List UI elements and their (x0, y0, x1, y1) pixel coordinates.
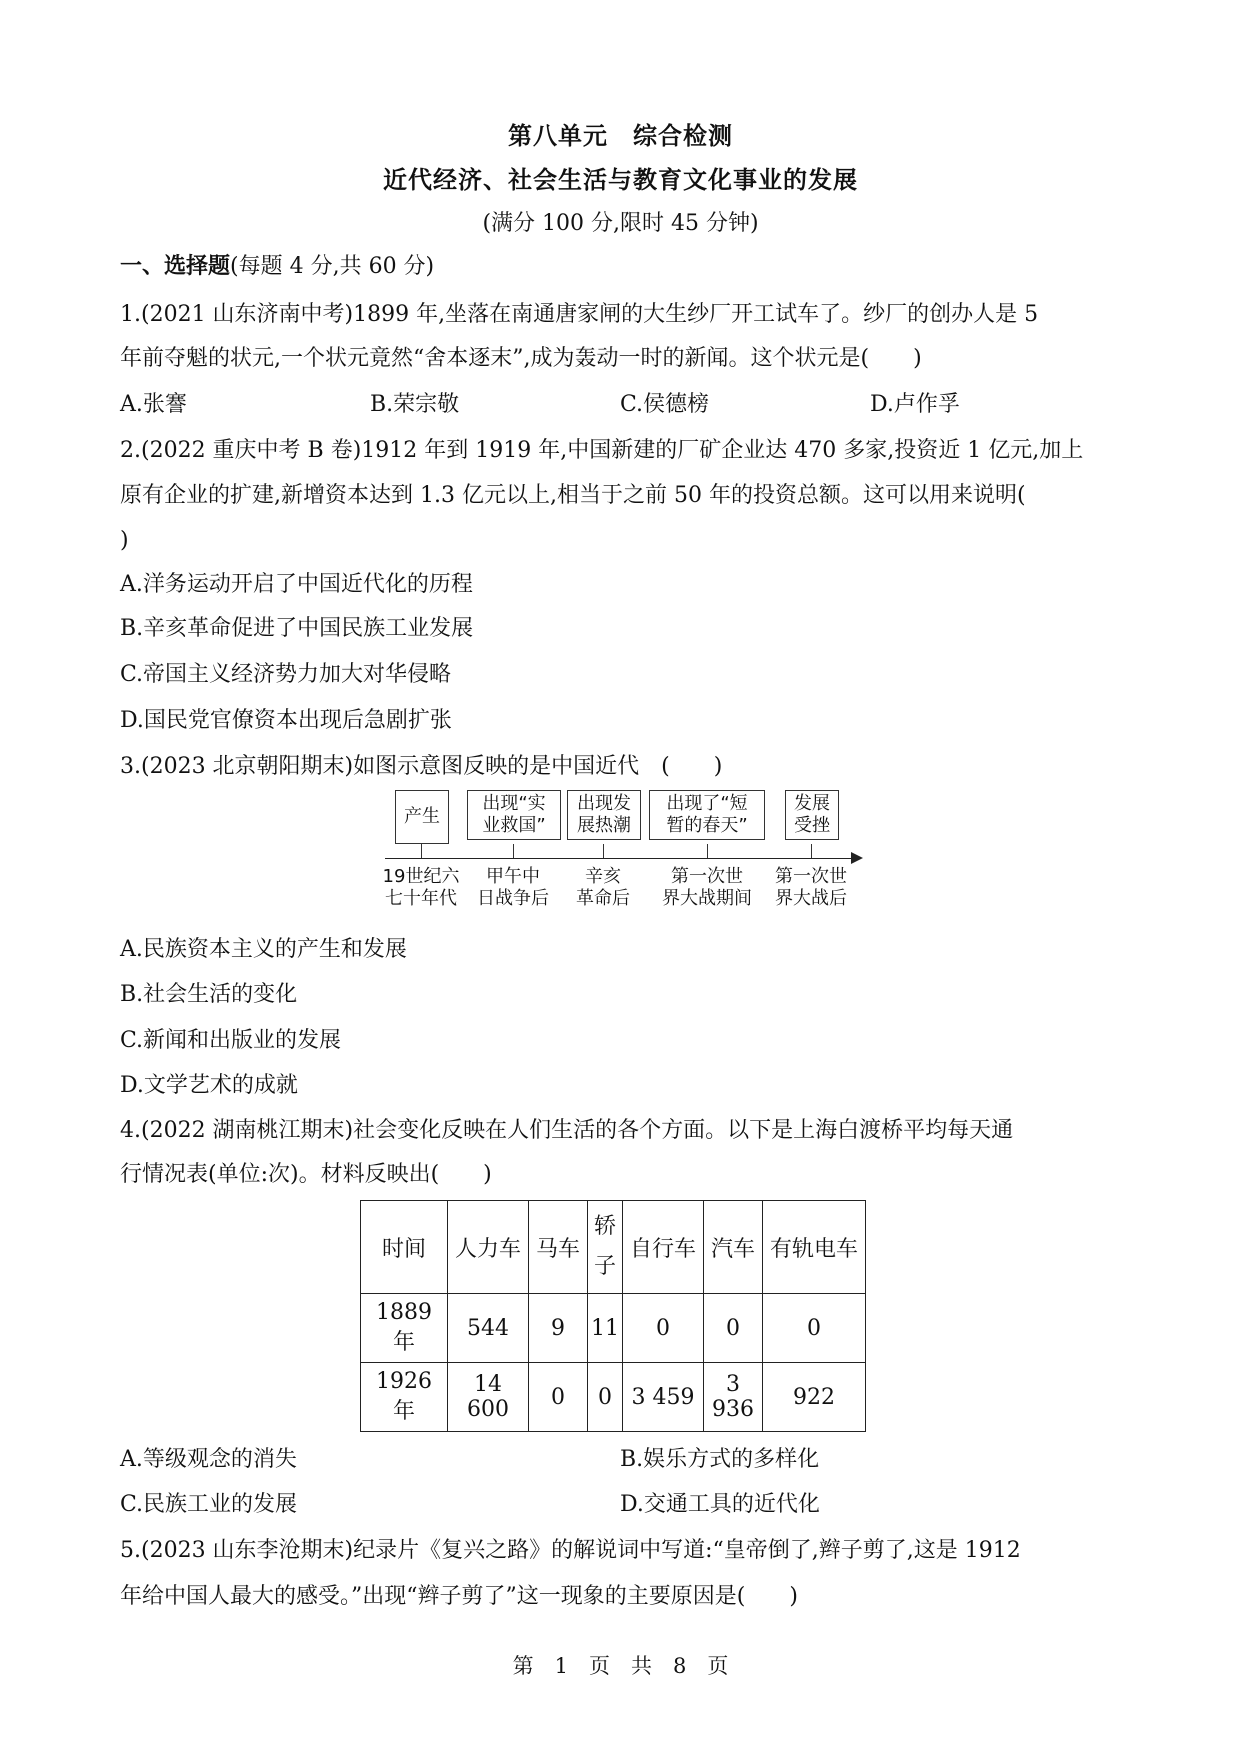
exam-subtitle: 近代经济、社会生活与教育文化事业的发展 (383, 166, 858, 194)
table-cell: 9 (529, 1294, 588, 1363)
table-cell: 0 (763, 1294, 866, 1363)
q3-option-a: A.民族资本主义的产生和发展 (120, 937, 407, 962)
q1-option-c: C.侯德榜 (620, 392, 710, 417)
timeline-arrow-icon (851, 852, 863, 864)
unit-title: 第八单元 综合检测 (508, 122, 733, 150)
table-cell: 1926 年 (361, 1363, 448, 1432)
table-cell: 1889 年 (361, 1294, 448, 1363)
timeline-axis (385, 858, 853, 859)
q1-line2: 年前夺魁的状元,一个状元竟然“舍本逐末”,成为轰动一时的新闻。这个状元是( ) (120, 346, 922, 371)
q2-option-c: C.帝国主义经济势力加大对华侵略 (120, 662, 452, 687)
table-header-row (361, 1201, 866, 1294)
table-cell: 3 936 (704, 1363, 763, 1432)
q5-line1: 5.(2023 山东李沧期末)纪录片《复兴之路》的解说词中写道:“皇帝倒了,辫子剪了,这是 1912 (120, 1538, 1021, 1563)
table-cell: 0 (704, 1294, 763, 1363)
table-header-cell: 马车 (529, 1201, 588, 1294)
timeline-box-4: 出现了“短 暂的春天” (649, 790, 765, 840)
table-header-cell: 汽车 (704, 1201, 763, 1294)
section-title: 一、选择题 (120, 254, 231, 279)
q2-line3: ) (120, 528, 129, 553)
q1-option-a: A.张謇 (120, 392, 187, 417)
exam-info: (满分 100 分,限时 45 分钟) (482, 211, 759, 236)
timeline-box-1: 产生 (395, 790, 449, 844)
timeline-diagram (382, 790, 865, 920)
table-cell: 14 600 (448, 1363, 529, 1432)
timeline-box-3: 出现发 展热潮 (567, 790, 641, 840)
q1-option-d: D.卢作孚 (870, 392, 960, 417)
table-cell: 0 (588, 1363, 623, 1432)
table-header-cell: 人力车 (448, 1201, 529, 1294)
table-header-cell: 自行车 (623, 1201, 704, 1294)
timeline-label-2: 甲午中 日战争后 (477, 866, 549, 909)
q2-line2: 原有企业的扩建,新增资本达到 1.3 亿元以上,相当于之前 50 年的投资总额。这可以用来说明( (120, 483, 1026, 508)
q4-line1: 4.(2022 湖南桃江期末)社会变化反映在人们生活的各个方面。以下是上海白渡桥平均每天通 (120, 1118, 1014, 1143)
timeline-label-3: 辛亥 革命后 (576, 866, 630, 909)
table-cell: 0 (623, 1294, 704, 1363)
timeline-label-5: 第一次世 界大战后 (775, 866, 847, 909)
table-row (361, 1363, 866, 1432)
timeline-tick-5 (811, 844, 812, 858)
q3-option-c: C.新闻和出版业的发展 (120, 1028, 342, 1053)
q3-line1: 3.(2023 北京朝阳期末)如图示意图反映的是中国近代 ( ) (120, 754, 723, 779)
table-cell: 0 (529, 1363, 588, 1432)
timeline-box-5: 发展 受挫 (785, 790, 839, 840)
traffic-table (360, 1200, 866, 1432)
q4-option-d: D.交通工具的近代化 (620, 1492, 820, 1517)
q4-option-a: A.等级观念的消失 (120, 1447, 297, 1472)
timeline-tick-4 (707, 844, 708, 858)
q1-line1: 1.(2021 山东济南中考)1899 年,坐落在南通唐家闸的大生纱厂开工试车了。纱厂的创办人是 5 (120, 302, 1039, 327)
table-cell: 11 (588, 1294, 623, 1363)
timeline-tick-3 (603, 844, 604, 858)
q4-option-b: B.娱乐方式的多样化 (620, 1447, 820, 1472)
table-cell: 922 (763, 1363, 866, 1432)
q2-line1: 2.(2022 重庆中考 B 卷)1912 年到 1919 年,中国新建的厂矿企业达 470 多家,投资近 1 亿元,加上 (120, 438, 1084, 463)
section-note: (每题 4 分,共 60 分) (230, 254, 435, 279)
timeline-label-1: 19世纪六 七十年代 (382, 866, 460, 909)
page-footer: 第 1 页 共 8 页 (512, 1654, 729, 1678)
timeline-label-4: 第一次世 界大战期间 (662, 866, 752, 909)
q1-option-b: B.荣宗敬 (370, 392, 460, 417)
q2-option-a: A.洋务运动开启了中国近代化的历程 (120, 572, 473, 597)
table-header-cell: 有轨电车 (763, 1201, 866, 1294)
timeline-tick-2 (513, 844, 514, 858)
q4-option-c: C.民族工业的发展 (120, 1492, 298, 1517)
table-header-cell: 轿子 (588, 1201, 623, 1294)
table-cell: 3 459 (623, 1363, 704, 1432)
table-row (361, 1294, 866, 1363)
q2-option-d: D.国民党官僚资本出现后急剧扩张 (120, 708, 452, 733)
q4-line2: 行情况表(单位:次)。材料反映出( ) (120, 1162, 492, 1187)
timeline-tick-1 (421, 844, 422, 858)
q5-line2: 年给中国人最大的感受。”出现“辫子剪了”这一现象的主要原因是( ) (120, 1584, 798, 1609)
q3-option-b: B.社会生活的变化 (120, 982, 298, 1007)
q3-option-d: D.文学艺术的成就 (120, 1073, 298, 1098)
timeline-box-2: 出现“实 业救国” (467, 790, 561, 840)
table-header-cell: 时间 (361, 1201, 448, 1294)
q2-option-b: B.辛亥革命促进了中国民族工业发展 (120, 616, 474, 641)
table-cell: 544 (448, 1294, 529, 1363)
section-heading (120, 252, 1120, 282)
